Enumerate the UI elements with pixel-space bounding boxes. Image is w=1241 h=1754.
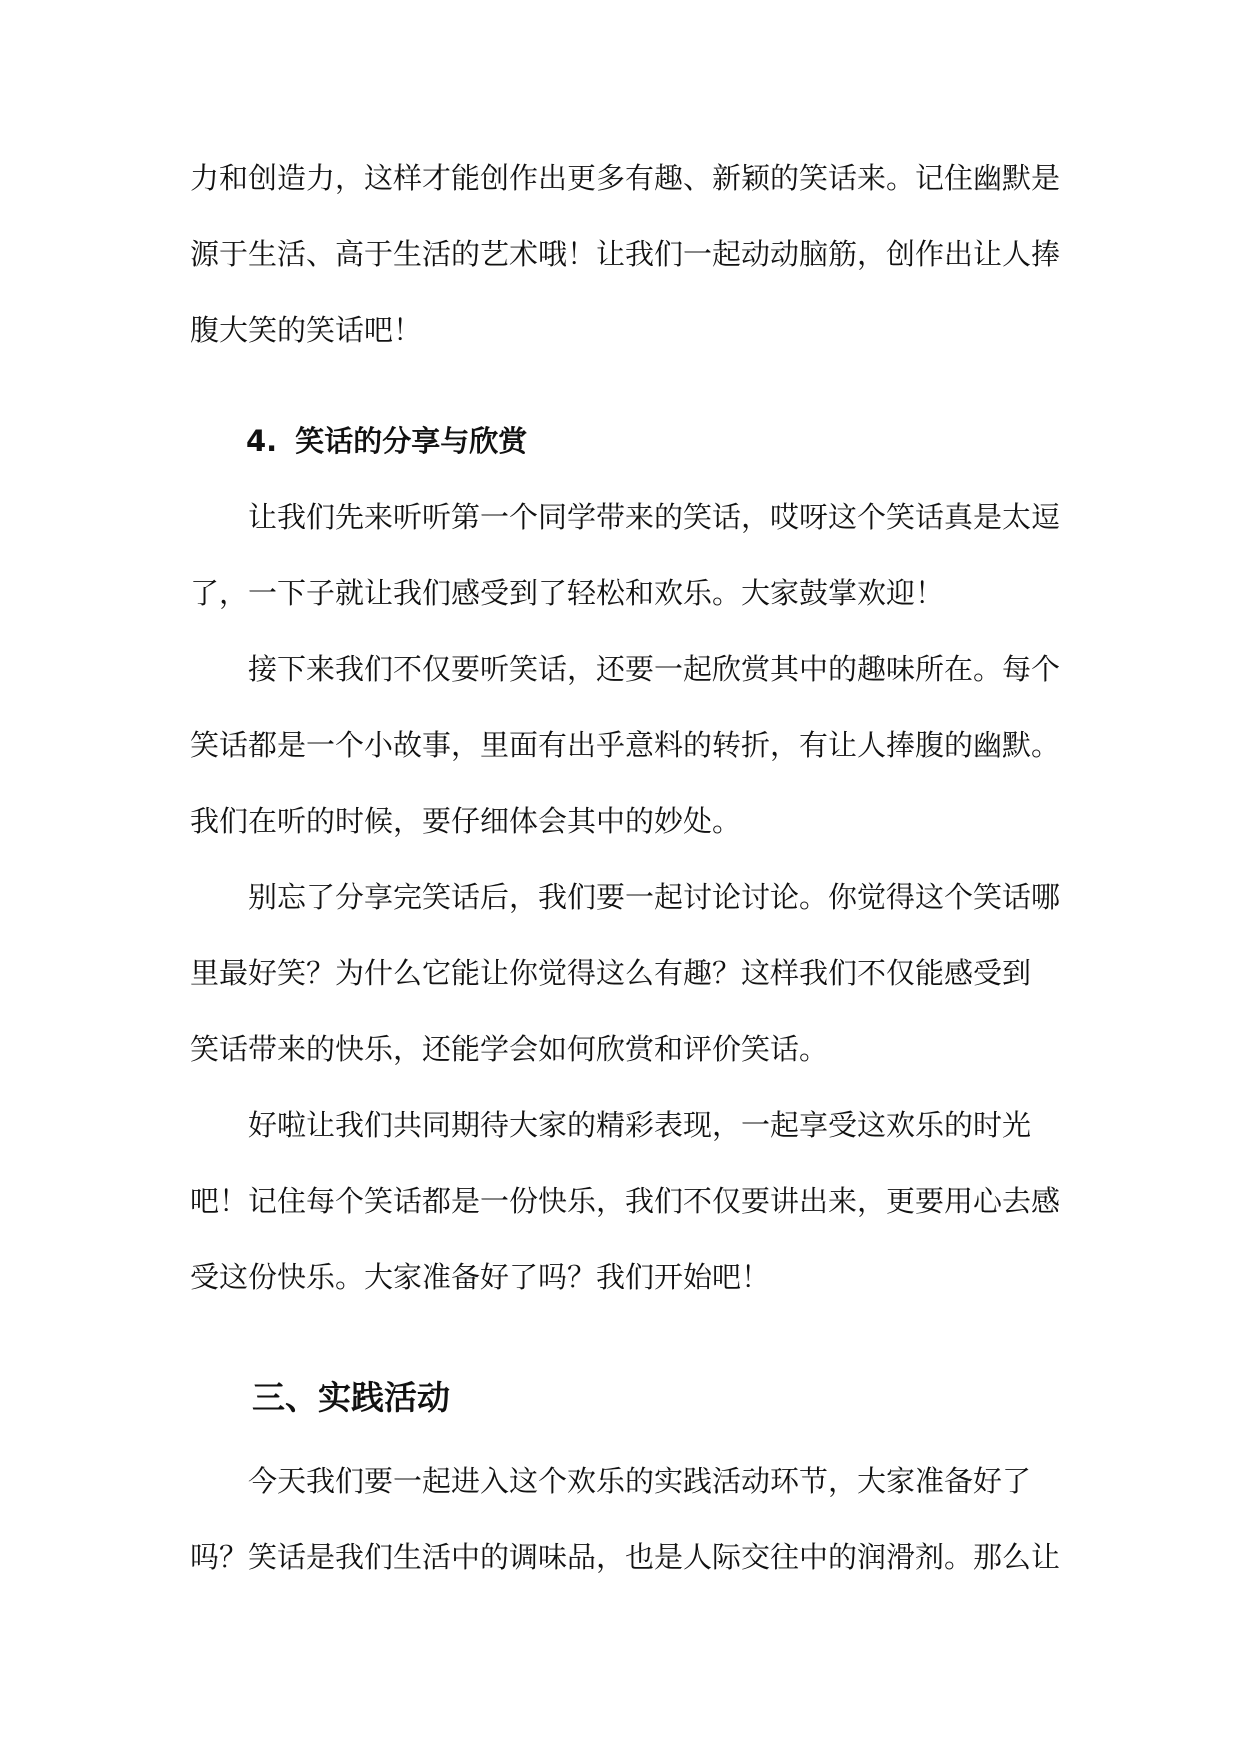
text-line: 了，一下子就让我们感受到了轻松和欢乐。大家鼓掌欢迎！ — [190, 576, 945, 610]
text-line: 笑话都是一个小故事，里面有出乎意料的转折，有让人捧腹的幽默。 — [190, 728, 1061, 762]
section-3-heading: 三、实践活动 — [252, 1378, 450, 1417]
section-4-paragraph-3 — [190, 859, 1070, 1087]
text-line: 吗？笑话是我们生活中的调味品，也是人际交往中的润滑剂。那么让 — [190, 1540, 1061, 1574]
section-3-paragraph-1 — [190, 1443, 1070, 1595]
text-line: 让我们先来听听第一个同学带来的笑话，哎呀这个笑话真是太逗 — [248, 500, 1061, 534]
page-content — [190, 140, 1070, 1595]
section-4-paragraph-4 — [190, 1087, 1070, 1315]
text-line: 受这份快乐。大家准备好了吗？我们开始吧！ — [190, 1260, 771, 1294]
text-line: 接下来我们不仅要听笑话，还要一起欣赏其中的趣味所在。每个 — [248, 652, 1061, 686]
text-line: 别忘了分享完笑话后，我们要一起讨论讨论。你觉得这个笑话哪 — [248, 880, 1061, 914]
text-line: 腹大笑的笑话吧！ — [190, 313, 423, 347]
text-line: 里最好笑？为什么它能让你觉得这么有趣？这样我们不仅能感受到 — [190, 956, 1032, 990]
text-line: 源于生活、高于生活的艺术哦！让我们一起动动脑筋，创作出让人捧 — [190, 237, 1061, 271]
text-line: 好啦让我们共同期待大家的精彩表现，一起享受这欢乐的时光 — [248, 1108, 1032, 1142]
text-line: 今天我们要一起进入这个欢乐的实践活动环节，大家准备好了 — [248, 1464, 1032, 1498]
text-line: 笑话带来的快乐，还能学会如何欣赏和评价笑话。 — [190, 1032, 829, 1066]
text-line: 我们在听的时候，要仔细体会其中的妙处。 — [190, 804, 742, 838]
intro-paragraph — [190, 140, 1070, 368]
section-4-paragraph-1 — [190, 479, 1070, 631]
section-4-paragraph-2 — [190, 631, 1070, 859]
section-4-number: 4. — [246, 424, 278, 458]
section-4-heading — [190, 403, 1070, 479]
text-line: 吧！记住每个笑话都是一份快乐，我们不仅要讲出来，更要用心去感 — [190, 1184, 1061, 1218]
text-line: 力和创造力，这样才能创作出更多有趣、新颖的笑话来。记住幽默是 — [190, 161, 1061, 195]
section-4-title: 笑话的分享与欣赏 — [295, 424, 528, 458]
